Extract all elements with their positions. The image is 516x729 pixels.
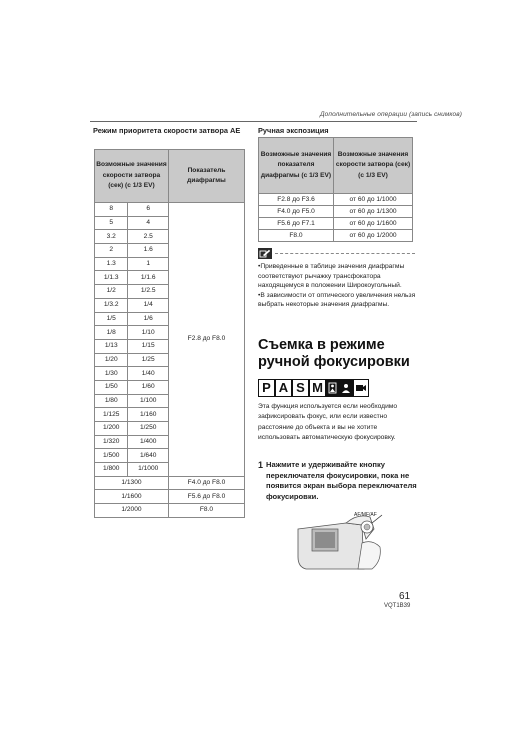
shutter-speed-cell: 1/500 xyxy=(95,449,128,463)
mode-m-icon: M xyxy=(309,379,326,397)
shutter-speed-cell: 1/320 xyxy=(95,435,128,449)
aperture-range-cell: F2.8 до F8.0 xyxy=(168,203,244,477)
shutter-speed-cell: 1/20 xyxy=(95,353,128,367)
col-header-aperture-values: Возможные значения показателя диафрагмы (с 1/3 EV) xyxy=(259,138,334,194)
note-item: •Приведенные в таблице значения диафрагмы соответствуют рычажку трансфокатора находящемуся в положении Широкоугольный. xyxy=(258,263,405,290)
af-mf-label: AF/MF/AF xyxy=(354,512,377,518)
shutter-speed-cell: 1/2 xyxy=(95,285,128,299)
aperture-value-cell: F8.0 xyxy=(259,230,334,242)
shutter-speed-cell: 1/40 xyxy=(128,367,168,381)
shutter-speed-cell: 4 xyxy=(128,216,168,230)
shutter-speed-cell: 1/8 xyxy=(95,326,128,340)
step-number: 1 xyxy=(258,460,264,470)
shutter-speed-cell: 1/1600 xyxy=(95,490,169,504)
shutter-range-cell: от 60 до 1/1300 xyxy=(334,206,413,218)
shutter-speed-cell: 1/100 xyxy=(128,394,168,408)
shutter-range-cell: от 60 до 1/1600 xyxy=(334,218,413,230)
shutter-speed-cell: 1/640 xyxy=(128,449,168,463)
camera-focus-button-illustration xyxy=(296,509,408,571)
col-header-aperture: Показатель диафрагмы xyxy=(168,150,244,203)
document-code: VQT1B39 xyxy=(384,603,411,609)
shutter-speed-cell: 1/80 xyxy=(95,394,128,408)
aperture-value-cell: F4.0 до F5.0 xyxy=(259,206,334,218)
mode-a-icon: A xyxy=(275,379,292,397)
table-row xyxy=(259,206,413,218)
mode-p-icon: P xyxy=(258,379,275,397)
table-row xyxy=(259,194,413,206)
running-header: Дополнительные операции (запись снимков) xyxy=(320,111,463,118)
table-row xyxy=(95,476,245,490)
manual-exposure-table xyxy=(258,137,413,242)
shutter-speed-cell: 1/50 xyxy=(95,380,128,394)
shutter-speed-cell: 1/60 xyxy=(128,380,168,394)
shutter-speed-cell: 1.6 xyxy=(128,244,168,258)
shutter-speed-cell: 1 xyxy=(128,257,168,271)
aperture-range-cell: F8.0 xyxy=(168,504,244,518)
aperture-value-cell: F2.8 до F3.6 xyxy=(259,194,334,206)
header-rule xyxy=(90,121,417,122)
portrait-icon xyxy=(339,379,353,397)
shutter-range-cell: от 60 до 1/1000 xyxy=(334,194,413,206)
shutter-speed-cell: 1/800 xyxy=(95,463,128,477)
shutter-speed-cell: 1/25 xyxy=(128,353,168,367)
shutter-speed-cell: 1/1.6 xyxy=(128,271,168,285)
scene-icon xyxy=(326,379,339,397)
shutter-speed-cell: 1/1.3 xyxy=(95,271,128,285)
shutter-speed-cell: 1/30 xyxy=(95,367,128,381)
shutter-speed-cell: 1/125 xyxy=(95,408,128,422)
shutter-speed-cell: 5 xyxy=(95,216,128,230)
table-row xyxy=(259,230,413,242)
col-header-shutter-values: Возможные значения скорости затвора (сек) (с 1/3 EV) xyxy=(334,138,413,194)
note-item: •В зависимости от оптического увеличения нельзя выбрать некоторые значения диафрагмы. xyxy=(258,291,416,309)
shutter-speed-cell: 1/160 xyxy=(128,408,168,422)
table-row xyxy=(95,203,245,217)
col-header-shutter: Возможные значения скорости затвора (сек) (с 1/3 EV) xyxy=(95,150,169,203)
shutter-range-cell: от 60 до 1/2000 xyxy=(334,230,413,242)
shutter-speed-cell: 1/2.5 xyxy=(128,285,168,299)
shutter-speed-cell: 8 xyxy=(95,203,128,217)
mode-s-icon: S xyxy=(292,379,309,397)
movie-icon xyxy=(353,379,369,397)
shutter-speed-cell: 2.5 xyxy=(128,230,168,244)
table-row xyxy=(95,504,245,518)
shutter-speed-cell: 1/4 xyxy=(128,298,168,312)
shutter-speed-cell: 6 xyxy=(128,203,168,217)
shutter-speed-cell: 1/5 xyxy=(95,312,128,326)
aperture-range-cell: F5.6 до F8.0 xyxy=(168,490,244,504)
page-number: 61 xyxy=(399,591,411,602)
left-section-title: Режим приоритета скорости затвора AE xyxy=(93,126,241,135)
note-divider xyxy=(275,253,415,254)
note-bar xyxy=(258,248,416,260)
manual-focus-description: Эта функция используется если необходимо зафиксировать фокус, или если известно расстояние до объекта и вы не хотите использовать автоматическую фокусировку. xyxy=(258,403,398,442)
shutter-speed-cell: 1/400 xyxy=(128,435,168,449)
manual-focus-heading: Съемка в режиме ручной фокусировки xyxy=(258,337,410,370)
table-row xyxy=(95,490,245,504)
shutter-speed-cell: 1/250 xyxy=(128,422,168,436)
shutter-speed-cell: 1/2000 xyxy=(95,504,169,518)
right-section-title: Ручная экспозиция xyxy=(258,126,329,135)
shutter-speed-cell: 1.3 xyxy=(95,257,128,271)
shutter-speed-cell: 2 xyxy=(95,244,128,258)
step-text: Нажмите и удерживайте кнопку переключателя фокусировки, пока не появится экран выбора переключателя фокусировки. xyxy=(266,460,417,501)
shutter-speed-cell: 1/10 xyxy=(128,326,168,340)
aperture-range-cell: F4.0 до F8.0 xyxy=(168,476,244,490)
notes xyxy=(258,262,418,310)
shutter-speed-cell: 1/200 xyxy=(95,422,128,436)
shutter-speed-cell: 1/6 xyxy=(128,312,168,326)
shutter-speed-cell: 1/1000 xyxy=(128,463,168,477)
note-pencil-icon xyxy=(258,248,272,259)
shutter-priority-table xyxy=(94,149,245,518)
shutter-speed-cell: 1/13 xyxy=(95,339,128,353)
shutter-speed-cell: 1/3.2 xyxy=(95,298,128,312)
aperture-value-cell: F5.6 до F7.1 xyxy=(259,218,334,230)
shutter-speed-cell: 3.2 xyxy=(95,230,128,244)
shutter-speed-cell: 1/1300 xyxy=(95,476,169,490)
table-row xyxy=(259,218,413,230)
shutter-speed-cell: 1/15 xyxy=(128,339,168,353)
